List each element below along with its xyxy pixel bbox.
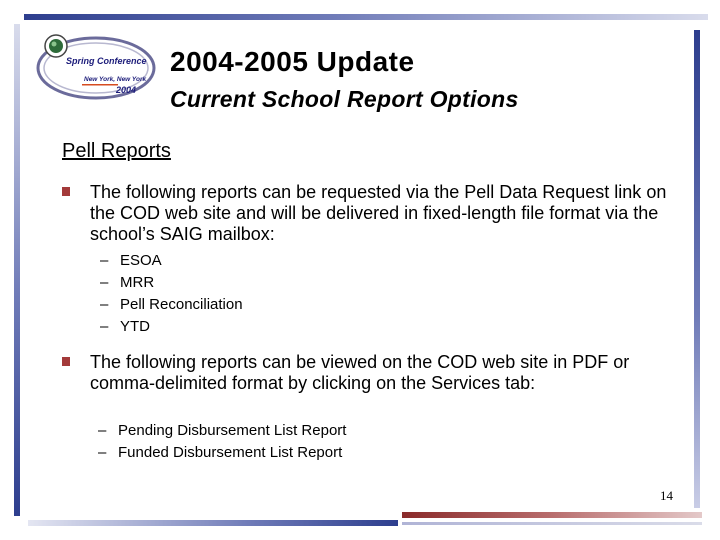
frame-bar-bottom-left [28,520,398,526]
sub-item-text: ESOA [120,252,162,269]
dash-marker: – [100,274,109,291]
dash-marker: – [98,444,107,461]
sub-list-item [100,250,243,272]
slide-title: 2004-2005 Update [170,46,415,77]
slide-subtitle: Current School Report Options [170,86,519,112]
dash-marker: – [100,296,109,313]
sub-list-item [98,442,346,464]
sub-list-item [98,420,346,442]
frame-bar-bottom-right-thin [402,522,702,525]
frame-bar-right [694,30,700,508]
sub-item-text: Funded Disbursement List Report [118,444,343,461]
frame-bar-left [14,24,20,516]
sub-list [98,420,346,464]
square-bullet-icon [62,187,70,196]
frame-bar-top [24,14,708,20]
bullet-item [62,352,682,394]
emblem-icon [45,35,67,57]
bullet-text: The following reports can be requested via the Pell Data Request link on the COD web site and will be delivered in fixed-length file format via the school’s SAIG mailbox: [90,182,667,244]
sub-list-item [100,272,243,294]
logo-year: 2004 [116,85,137,95]
sub-item-text: Pending Disbursement List Report [118,422,347,439]
dash-marker: – [100,252,109,269]
bullet-text: The following reports can be viewed on the COD web site in PDF or comma-delimited format by clicking on the Services tab: [90,352,630,393]
sub-list-item [100,294,243,316]
square-bullet-icon [62,357,70,366]
frame-bar-bottom-right [402,512,702,518]
sub-item-text: YTD [120,318,150,335]
conference-logo [34,30,166,102]
page-number: 14 [660,488,673,503]
logo-location: New York, New York [84,76,147,83]
bullet-item [62,182,682,245]
logo-name: Spring Conference [66,56,147,66]
dash-marker: – [100,318,109,335]
sub-item-text: Pell Reconciliation [120,296,243,313]
sub-item-text: MRR [120,274,155,291]
dash-marker: – [98,422,107,439]
sub-list-item [100,316,243,338]
sub-list [100,250,243,338]
section-heading: Pell Reports [62,140,171,162]
